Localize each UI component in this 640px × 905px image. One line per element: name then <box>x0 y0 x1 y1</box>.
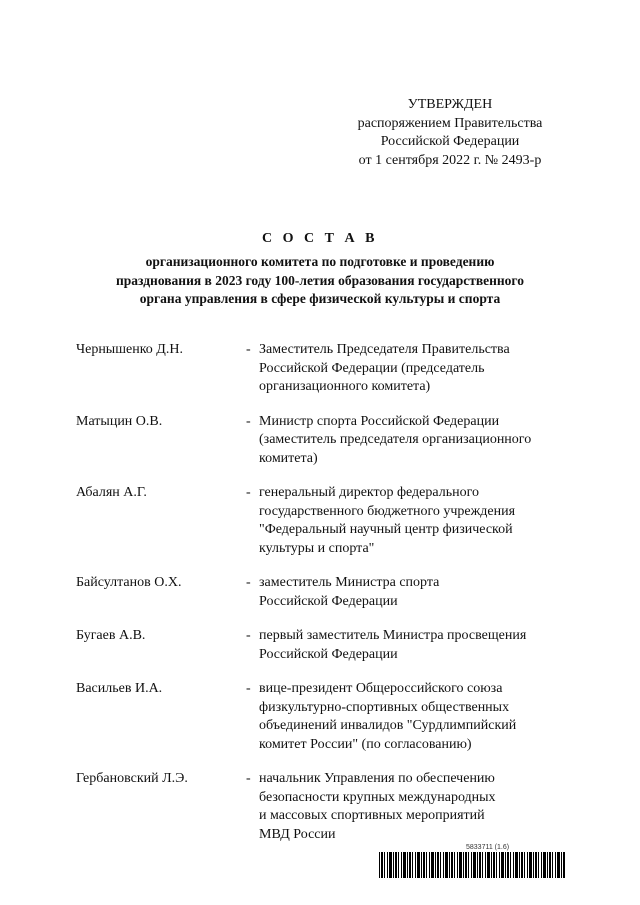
member-name: Васильев И.А. <box>76 681 163 696</box>
role-line: культуры и спорта" <box>259 540 375 556</box>
member-role <box>259 341 579 397</box>
barcode-image <box>379 852 565 878</box>
approval-line: от 1 сентября 2022 г. № 2493-р <box>358 152 542 168</box>
roster-entry <box>76 574 576 611</box>
document-code: 5833711 (1.6) <box>466 844 510 851</box>
role-line: МВД России <box>259 826 336 842</box>
roster-entry <box>76 627 576 664</box>
role-line: "Федеральный научный центр физической <box>259 522 513 537</box>
member-role <box>259 627 579 664</box>
role-line: комитет России" (по согласованию) <box>259 736 472 752</box>
role-line: вице-президент Общероссийского союза <box>259 681 503 696</box>
role-line: начальник Управления по обеспечению <box>259 771 495 786</box>
document-subtitle <box>60 253 580 309</box>
document-title: С О С Т А В <box>262 231 378 246</box>
member-dash: - <box>246 771 251 786</box>
roster-entry <box>76 341 576 397</box>
role-line: Российской Федерации (председатель <box>259 360 485 376</box>
role-line: и массовых спортивных мероприятий <box>259 808 485 823</box>
roster-entry <box>76 770 576 844</box>
subtitle-line: органа управления в сфере физической культуры и спорта <box>139 291 501 306</box>
roster-entry <box>76 680 576 754</box>
approval-stamp <box>330 96 570 170</box>
role-line: Министр спорта Российской Федерации <box>259 413 500 429</box>
member-name: Гербановский Л.Э. <box>76 771 188 786</box>
role-line: комитета) <box>259 450 318 466</box>
role-line: Российской Федерации <box>259 646 398 662</box>
role-line: генеральный директор федерального <box>259 485 479 500</box>
member-dash: - <box>246 575 251 590</box>
member-dash: - <box>246 681 251 696</box>
member-role <box>259 770 579 844</box>
member-role <box>259 413 579 469</box>
subtitle-line: празднования в 2023 году 100-летия образования государственного <box>116 272 524 288</box>
approval-line: распоряжением Правительства <box>357 115 543 131</box>
member-name: Байсултанов О.Х. <box>76 575 182 590</box>
role-line: организационного комитета) <box>259 379 431 394</box>
roster-entry <box>76 413 576 469</box>
member-dash: - <box>246 342 251 357</box>
role-line: объединений инвалидов "Сурдлимпийский <box>259 718 517 733</box>
approval-line: Российской Федерации <box>380 134 520 149</box>
role-line: первый заместитель Министра просвещения <box>259 628 527 643</box>
role-line: Заместитель Председателя Правительства <box>259 342 510 357</box>
role-line: Российской Федерации <box>259 593 398 609</box>
member-name: Бугаев А.В. <box>76 628 146 643</box>
committee-roster <box>76 341 576 860</box>
member-role <box>259 484 579 558</box>
role-line: государственного бюджетного учреждения <box>259 503 516 519</box>
member-dash: - <box>246 413 251 429</box>
approval-line: УТВЕРЖДЕН <box>407 97 493 112</box>
role-line: (заместитель председателя организационного <box>259 432 532 447</box>
roster-entry <box>76 484 576 558</box>
role-line: безопасности крупных международных <box>259 789 496 805</box>
member-role <box>259 574 579 611</box>
role-line: физкультурно-спортивных общественных <box>259 699 510 715</box>
member-name: Матыцин О.В. <box>76 413 163 429</box>
subtitle-line: организационного комитета по подготовке и проведению <box>145 254 495 269</box>
member-name: Чернышенко Д.Н. <box>76 342 183 357</box>
member-dash: - <box>246 628 251 643</box>
member-dash: - <box>246 485 251 500</box>
member-role <box>259 680 579 754</box>
member-name: Абалян А.Г. <box>76 485 147 500</box>
role-line: заместитель Министра спорта <box>259 575 440 590</box>
